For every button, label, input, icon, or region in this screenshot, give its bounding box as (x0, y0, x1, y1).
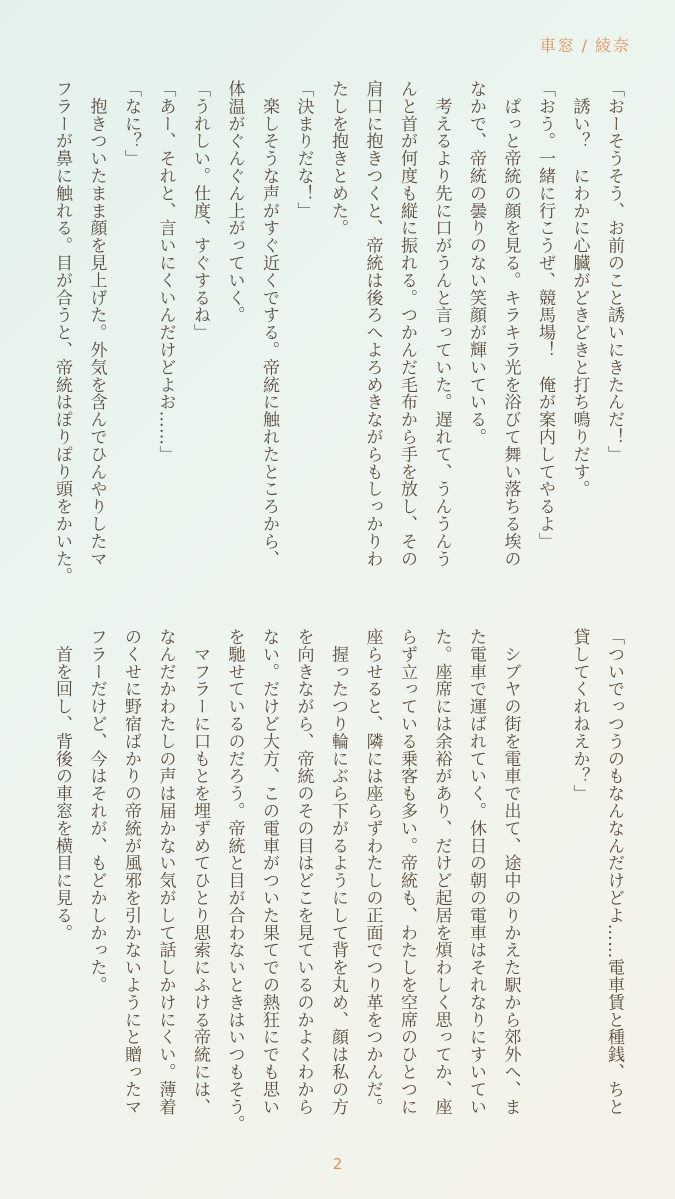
text-line: 楽しそうな声がすぐ近くでする。帝統に触れたところから、 (259, 80, 279, 568)
text-line: た。座席には余裕があり、だけど起居を煩わしく思ってか、座 (431, 628, 452, 1116)
text-block-lower (41, 628, 631, 1148)
text-line: のくせに野宿ばかりの帝統が風邪を引かないようにと贈ったマ (121, 628, 141, 1116)
page-number: 2 (332, 1155, 343, 1173)
text-line: 体温がぐんぐん上がっていく。 (224, 80, 245, 324)
text-line: 「うれしい。仕度、すぐするね」 (190, 80, 210, 341)
text-line: 座らせると、隣には座らずわたしの正面でつり革をつかんだ。 (362, 628, 383, 1116)
text-line: らず立っている乗客も多い。帝統も、わたしを空席のひとつに (397, 628, 417, 1116)
text-line: 首を回し、背後の車窓を横目に見る。 (52, 628, 72, 942)
text-line: たしを抱きとめた。 (328, 80, 348, 237)
text-line: マフラーに口もとを埋ずめてひとり思索にふける帝統には、 (190, 628, 210, 1116)
header-separator: / (581, 36, 589, 55)
text-line: フラーが鼻に触れる。目が合うと、帝統はぽりぽり頭をかいた。 (52, 80, 72, 585)
text-line: を向きながら、帝統のその目はどこを見ているのかよくわから (293, 628, 314, 1116)
text-line: なかで、帝統の曇りのない笑顔が輝いている。 (466, 80, 486, 446)
chapter-title: 車窓 (539, 36, 576, 55)
text-line: 「あー、それと、言いにくいんだけどよお……」 (155, 80, 176, 463)
text-line: 「ついでっつうのもなんなんだけどよ……電車賃と種銭、ちと (604, 628, 624, 1116)
text-line: 「おう。一緒に行こうぜ、競馬場！ 俺が案内してやるよ」 (535, 80, 555, 550)
text-block-upper (41, 80, 631, 620)
page-header (540, 33, 631, 56)
text-line: た電車で運ばれていく。休日の朝の電車はそれなりにすいてい (466, 628, 486, 1116)
text-line: を馳せているのだろう。帝統と目が合わないときはいつもそう。 (224, 628, 245, 1133)
text-line: フラーだけど、今はそれが、もどかしかった。 (86, 628, 107, 994)
author-name: 綾奈 (594, 36, 631, 55)
text-line: ない。だけど大方、この電車がついた果てでの熱狂にでも思い (259, 628, 279, 1116)
text-line: 握ったつり輪にぶら下がるようにして背を丸め、顔は私の方 (328, 628, 348, 1116)
text-line: ぱっと帝統の顔を見る。キラキラ光を浴びて舞い落ちる埃の (500, 80, 521, 568)
text-line: 肩口に抱きつくと、帝統は後ろへよろめきながらもしっかりわ (362, 80, 383, 568)
text-line: 貸してくれねえか？」 (569, 628, 590, 802)
text-line: 「おーそうそう、お前のこと誘いにきたんだ！」 (604, 80, 624, 463)
text-line: 誘い？ にわかに心臓がどきどきと打ち鳴りだす。 (569, 80, 590, 498)
text-line: 抱きついたまま顔を見上げた。外気を含んでひんやりしたマ (86, 80, 107, 568)
text-line: んと首が何度も縦に振れる。つかんだ毛布から手を放し、その (397, 80, 417, 568)
text-line: なんだかわたしの声は届かない気がして話しかけにくい。薄着 (155, 628, 176, 1116)
text-line: シブヤの街を電車で出て、途中のりかえた駅から郊外へ、ま (500, 628, 521, 1116)
text-line: 考えるより先に口がうんと言っていた。遅れて、うんうんう (431, 80, 452, 568)
text-line: 「決まりだな！」 (293, 80, 314, 220)
text-line: 「なに？」 (121, 80, 141, 167)
